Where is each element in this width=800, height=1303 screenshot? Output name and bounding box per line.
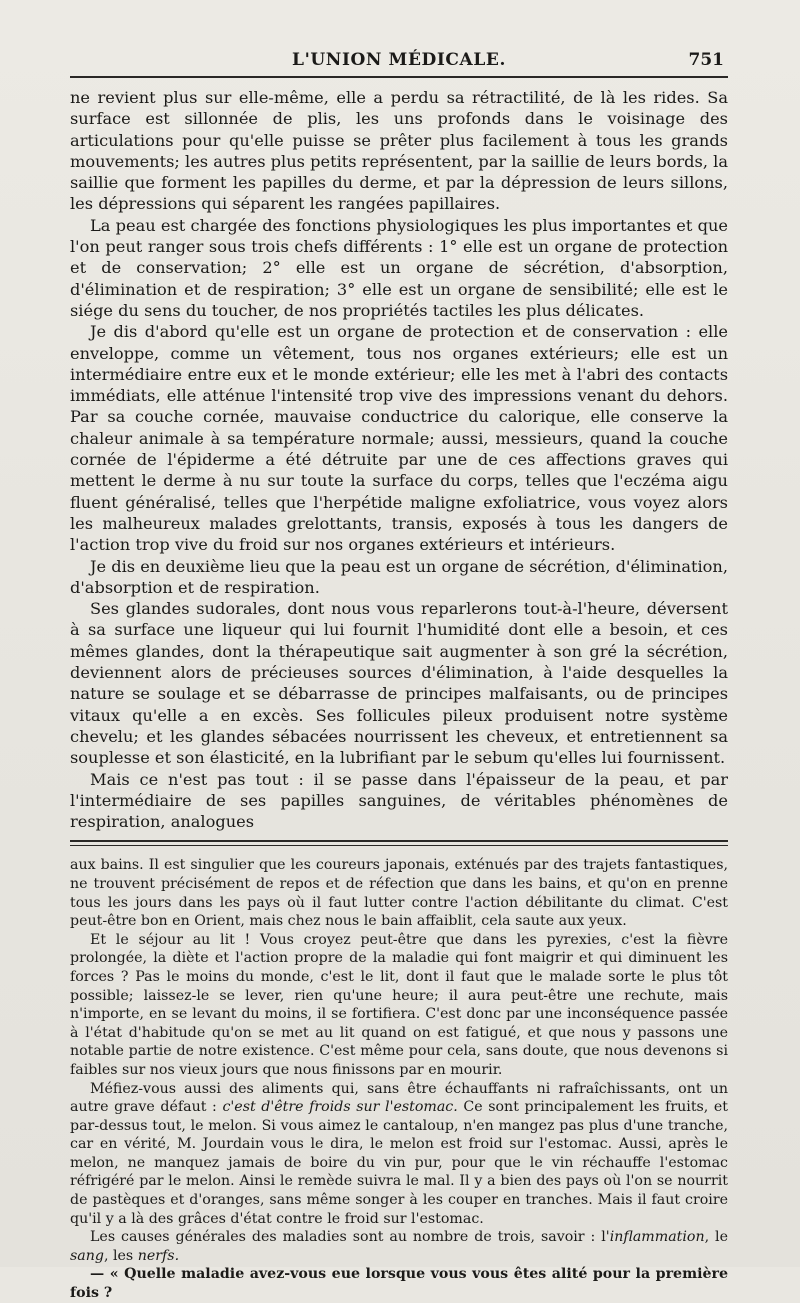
note-dialogue: — « Quelle maladie avez-vous eue lorsque vous vous êtes alité pour la première fois ? [70,1266,728,1302]
note-text: , le [704,1229,728,1246]
main-text [70,87,728,832]
page-number: 751 [688,50,724,70]
note-paragraph [70,1080,728,1229]
body-paragraph: Ses glandes sudorales, dont nous vous reparlerons tout-à-l'heure, déversent à sa surface une liqueur qui lui fournit l'humidité dont elle a besoin, et ces mêmes glandes, dont la thérapeutique sait augmenter à son gré la sécrétion, deviennent alors de précieuses sources d'élimination, à l'aide desquelles la nature se soulage et se débarrasse de principes malfaisants, ou de principes vitaux qu'elle a en excès. Ses follicules pileux produisent notre système chevelu; et les glandes sébacées nourrissent les cheveux, et entretiennent sa souplesse et son élasticité, en la lubrifiant par le sebum qu'elles lui fournissent. [70,599,728,768]
feuilleton-text [70,856,728,1302]
page-header [70,46,728,76]
note-emphasis: sang [70,1247,104,1264]
running-title: L'UNION MÉDICALE. [292,50,506,70]
note-text: Ce sont principalement les fruits, et par-dessus tout, le melon. Si vous aimez le cantaloup, n'en mangez pas plus d'une tranche, car en vérité, M. Jourdain vous le dira, le melon est froid sur l'estomac. Aussi, après le melon, ne manquez jamais de boire du vin pur, pour que le vin réchauffe l'estomac réfrigéré par le melon. Ainsi le remède suivra le mal. Il y a bien des pays où l'on se nourrit de pastèques et d'oranges, sans même songer à les couper en tranches. Mais il faut croire qu'il y a là des grâces d'état contre le froid sur l'estomac. [70,1099,729,1227]
note-emphasis: c'est d'être froids sur l'estomac. [222,1099,458,1116]
note-text: Les causes générales des maladies sont au nombre de trois, savoir : l' [90,1229,610,1246]
note-paragraph: aux bains. Il est singulier que les coureurs japonais, exténués par des trajets fantastiques, ne trouvent précisément de repos et de réfection que dans les bains, et qu'on en prenne tous les jours dans les pays où il faut lutter contre l'action débilitante du climat. C'est peut-être bon en Orient, mais chez nous le bain affaiblit, cela saute aux yeux. [70,857,728,930]
body-paragraph: Je dis d'abord qu'elle est un organe de protection et de conservation : elle enveloppe, comme un vêtement, tous nos organes extérieurs; elle est un intermédiaire entre eux et le monde extérieur; elle les met à l'abri des contacts immédiats, elle atténue l'intensité trop vive des impressions venant du dehors. Par sa couche cornée, mauvaise conductrice du calorique, elle conserve la chaleur animale à sa température normale; aussi, messieurs, quand la couche cornée de l'épiderme a été détruite par une de ces affections graves qui mettent le derme à nu sur toute la surface du corps, telles que l'eczéma aigu fluent généralisé, telles que l'herpétide maligne exfoliatrice, vous voyez alors les malheureux malades grelottants, transis, exposés à tous les dangers de l'action trop vive du froid sur nos organes extérieurs et intérieurs. [70,322,728,555]
note-text: Méfiez-vous aussi des aliments qui, sans être échauffants ni rafraîchissants, ont un autre grave défaut : [70,1080,728,1116]
header-rule [70,76,728,78]
footnote-separator [70,840,728,846]
body-paragraph: La peau est chargée des fonctions physiologiques les plus importantes et que l'on peut ranger sous trois chefs différents : 1° elle est un organe de protection et de conservation; 2° elle est un organe de sécrétion, d'absorption, d'élimination et de respiration; 3° elle est un organe de sensibilité; elle est le siége du sens du toucher, de nos propriétés tactiles les plus délicates. [70,215,728,320]
note-text: , les [103,1247,138,1264]
body-paragraph: Mais ce n'est pas tout : il se passe dans l'épaisseur de la peau, et par l'intermédiaire de ses papilles sanguines, de véritables phénomènes de respiration, analogues [70,769,728,832]
note-paragraph: Et le séjour au lit ! Vous croyez peut-être que dans les pyrexies, c'est la fièvre prolongée, la diète et l'action propre de la maladie qui font maigrir et qui diminuent les forces ? Pas le moins du monde, c'est le lit, dont il faut que le malade sorte le plus tôt possible; laissez-le se lever, rien qu'une heure; il aura peut-être une rechute, mais n'importe, en se levant du moins, il se fortifiera. C'est donc par une inconséquence passée à l'état d'habitude qu'on se met au lit quand on est fatigué, et que nous y passons une notable partie de notre existence. C'est même pour cela, sans doute, que nous devenons si faibles sur nos vieux jours que nous finissons par en mourir. [70,931,728,1078]
note-emphasis: nerfs. [137,1247,180,1264]
note-emphasis: inflammation [609,1229,705,1246]
body-paragraph: Je dis en deuxième lieu que la peau est un organe de sécrétion, d'élimination, d'absorption et de respiration. [70,556,728,597]
note-paragraph [70,1228,728,1265]
body-paragraph: ne revient plus sur elle-même, elle a perdu sa rétractilité, de là les rides. Sa surface est sillonnée de plis, les uns profonds dans le voisinage des articulations pour qu'elle puisse se prêter plus facilement à tous les grands mouvements; les autres plus petits représentent, par la saillie de leurs bords, la saillie que forment les papilles du derme, et par la dépression de leurs sillons, les dépressions qui séparent les rangées papillaires. [70,88,728,214]
